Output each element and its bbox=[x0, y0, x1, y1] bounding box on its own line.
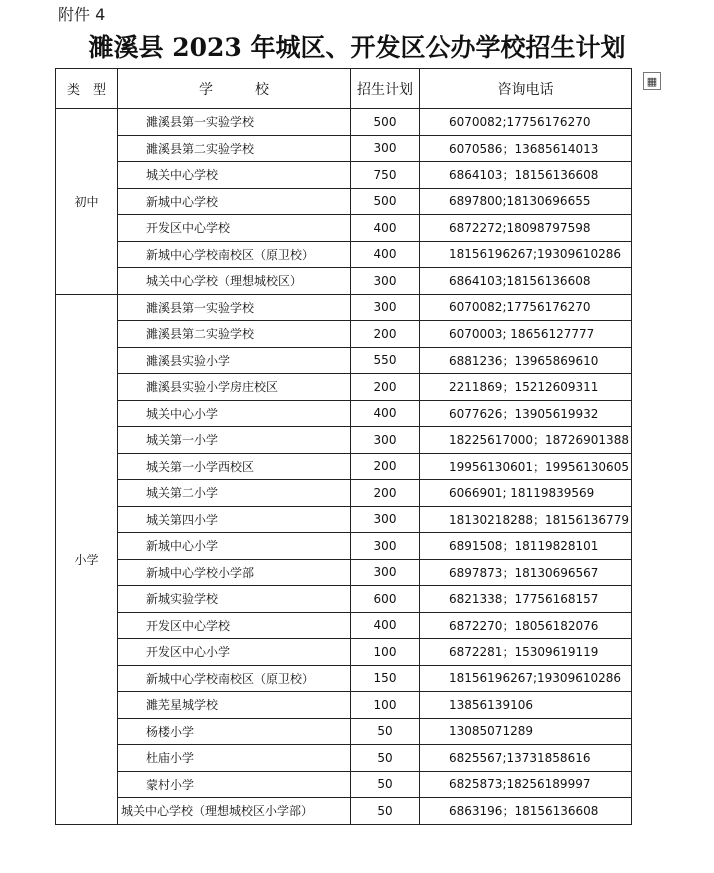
table-row bbox=[56, 188, 632, 215]
school-cell: 城关中心小学 bbox=[118, 400, 351, 427]
phone-cell: 2211869；15212609311 bbox=[420, 374, 632, 401]
plan-cell: 50 bbox=[351, 745, 420, 772]
school-cell: 新城中心学校南校区（原卫校） bbox=[118, 665, 351, 692]
table-row bbox=[56, 612, 632, 639]
plan-cell: 300 bbox=[351, 506, 420, 533]
phone-cell: 6863196；18156136608 bbox=[420, 798, 632, 825]
school-cell: 开发区中心小学 bbox=[118, 639, 351, 666]
table-row bbox=[56, 215, 632, 242]
plan-cell: 50 bbox=[351, 718, 420, 745]
plan-cell: 400 bbox=[351, 241, 420, 268]
table-row bbox=[56, 135, 632, 162]
table-row bbox=[56, 162, 632, 189]
plan-cell: 300 bbox=[351, 533, 420, 560]
phone-cell: 18130218288；18156136779 bbox=[420, 506, 632, 533]
phone-cell: 6864103;18156136608 bbox=[420, 268, 632, 295]
phone-cell: 13085071289 bbox=[420, 718, 632, 745]
plan-cell: 300 bbox=[351, 268, 420, 295]
table-row bbox=[56, 559, 632, 586]
phone-cell: 6891508；18119828101 bbox=[420, 533, 632, 560]
phone-cell: 18225617000；18726901388 bbox=[420, 427, 632, 454]
phone-cell: 6897873；18130696567 bbox=[420, 559, 632, 586]
phone-cell: 6070003; 18656127777 bbox=[420, 321, 632, 348]
plan-cell: 300 bbox=[351, 427, 420, 454]
table-row bbox=[56, 718, 632, 745]
plan-cell: 200 bbox=[351, 453, 420, 480]
phone-cell: 6825567;13731858616 bbox=[420, 745, 632, 772]
phone-cell: 6872281；15309619119 bbox=[420, 639, 632, 666]
phone-cell: 6070082;17756176270 bbox=[420, 294, 632, 321]
plan-cell: 50 bbox=[351, 798, 420, 825]
school-cell: 濉溪县第二实验学校 bbox=[118, 135, 351, 162]
table-row bbox=[56, 665, 632, 692]
plan-cell: 500 bbox=[351, 188, 420, 215]
table-row bbox=[56, 533, 632, 560]
school-cell: 濉溪县实验小学房庄校区 bbox=[118, 374, 351, 401]
table-row bbox=[56, 480, 632, 507]
table-row bbox=[56, 506, 632, 533]
header-plan: 招生计划 bbox=[351, 69, 420, 109]
attachment-label: 附件 4 bbox=[58, 5, 106, 24]
school-cell: 开发区中心学校 bbox=[118, 612, 351, 639]
school-cell: 濉芜星城学校 bbox=[118, 692, 351, 719]
plan-cell: 500 bbox=[351, 109, 420, 136]
table-row bbox=[56, 692, 632, 719]
table-row bbox=[56, 400, 632, 427]
phone-cell: 6872272;18098797598 bbox=[420, 215, 632, 242]
table-body bbox=[56, 109, 632, 825]
table-row bbox=[56, 771, 632, 798]
plan-cell: 100 bbox=[351, 639, 420, 666]
school-cell: 濉溪县第二实验学校 bbox=[118, 321, 351, 348]
plan-cell: 600 bbox=[351, 586, 420, 613]
phone-cell: 6881236；13965869610 bbox=[420, 347, 632, 374]
plan-cell: 300 bbox=[351, 559, 420, 586]
school-cell: 新城实验学校 bbox=[118, 586, 351, 613]
table-row bbox=[56, 294, 632, 321]
table-row bbox=[56, 241, 632, 268]
school-cell: 新城中心学校小学部 bbox=[118, 559, 351, 586]
plan-cell: 750 bbox=[351, 162, 420, 189]
school-cell: 城关中心学校（理想城校区小学部） bbox=[118, 798, 351, 825]
table-row bbox=[56, 109, 632, 136]
table-row bbox=[56, 321, 632, 348]
school-cell: 城关中心学校 bbox=[118, 162, 351, 189]
school-cell: 城关第二小学 bbox=[118, 480, 351, 507]
table-row bbox=[56, 374, 632, 401]
phone-cell: 6070082;17756176270 bbox=[420, 109, 632, 136]
plan-cell: 50 bbox=[351, 771, 420, 798]
phone-cell: 6066901; 18119839569 bbox=[420, 480, 632, 507]
school-cell: 城关第四小学 bbox=[118, 506, 351, 533]
table-row bbox=[56, 639, 632, 666]
plan-cell: 100 bbox=[351, 692, 420, 719]
school-cell: 开发区中心学校 bbox=[118, 215, 351, 242]
phone-cell: 6872270；18056182076 bbox=[420, 612, 632, 639]
school-cell: 新城中心小学 bbox=[118, 533, 351, 560]
header-school: 学 校 bbox=[118, 69, 351, 109]
plan-cell: 200 bbox=[351, 321, 420, 348]
header-type: 类 型 bbox=[56, 69, 118, 109]
table-icon[interactable]: ▦ bbox=[643, 72, 661, 90]
plan-cell: 200 bbox=[351, 374, 420, 401]
school-cell: 新城中心学校 bbox=[118, 188, 351, 215]
school-cell: 城关中心学校（理想城校区） bbox=[118, 268, 351, 295]
table-header-row bbox=[56, 69, 632, 109]
row-type-cell: 小学 bbox=[56, 294, 118, 824]
school-cell: 新城中心学校南校区（原卫校） bbox=[118, 241, 351, 268]
school-cell: 杨楼小学 bbox=[118, 718, 351, 745]
school-cell: 杜庙小学 bbox=[118, 745, 351, 772]
phone-cell: 18156196267;19309610286 bbox=[420, 665, 632, 692]
phone-cell: 19956130601；19956130605 bbox=[420, 453, 632, 480]
table-row bbox=[56, 347, 632, 374]
plan-cell: 150 bbox=[351, 665, 420, 692]
phone-cell: 18156196267;19309610286 bbox=[420, 241, 632, 268]
plan-cell: 550 bbox=[351, 347, 420, 374]
phone-cell: 6825873;18256189997 bbox=[420, 771, 632, 798]
table-row bbox=[56, 453, 632, 480]
plan-cell: 300 bbox=[351, 135, 420, 162]
phone-cell: 6897800;18130696655 bbox=[420, 188, 632, 215]
school-cell: 濉溪县实验小学 bbox=[118, 347, 351, 374]
school-cell: 城关第一小学西校区 bbox=[118, 453, 351, 480]
table-row bbox=[56, 586, 632, 613]
enrollment-table bbox=[55, 68, 632, 825]
phone-cell: 13856139106 bbox=[420, 692, 632, 719]
school-cell: 濉溪县第一实验学校 bbox=[118, 109, 351, 136]
school-cell: 蒙村小学 bbox=[118, 771, 351, 798]
plan-cell: 200 bbox=[351, 480, 420, 507]
plan-cell: 400 bbox=[351, 215, 420, 242]
school-cell: 城关第一小学 bbox=[118, 427, 351, 454]
row-type-cell: 初中 bbox=[56, 109, 118, 295]
school-cell: 濉溪县第一实验学校 bbox=[118, 294, 351, 321]
table-row bbox=[56, 427, 632, 454]
table-row bbox=[56, 268, 632, 295]
plan-cell: 400 bbox=[351, 400, 420, 427]
phone-cell: 6070586；13685614013 bbox=[420, 135, 632, 162]
plan-cell: 300 bbox=[351, 294, 420, 321]
header-phone: 咨询电话 bbox=[420, 69, 632, 109]
document-title: 濉溪县 2023 年城区、开发区公办学校招生计划 bbox=[88, 33, 626, 62]
phone-cell: 6077626；13905619932 bbox=[420, 400, 632, 427]
table-row bbox=[56, 745, 632, 772]
table-row bbox=[56, 798, 632, 825]
phone-cell: 6864103；18156136608 bbox=[420, 162, 632, 189]
phone-cell: 6821338；17756168157 bbox=[420, 586, 632, 613]
plan-cell: 400 bbox=[351, 612, 420, 639]
